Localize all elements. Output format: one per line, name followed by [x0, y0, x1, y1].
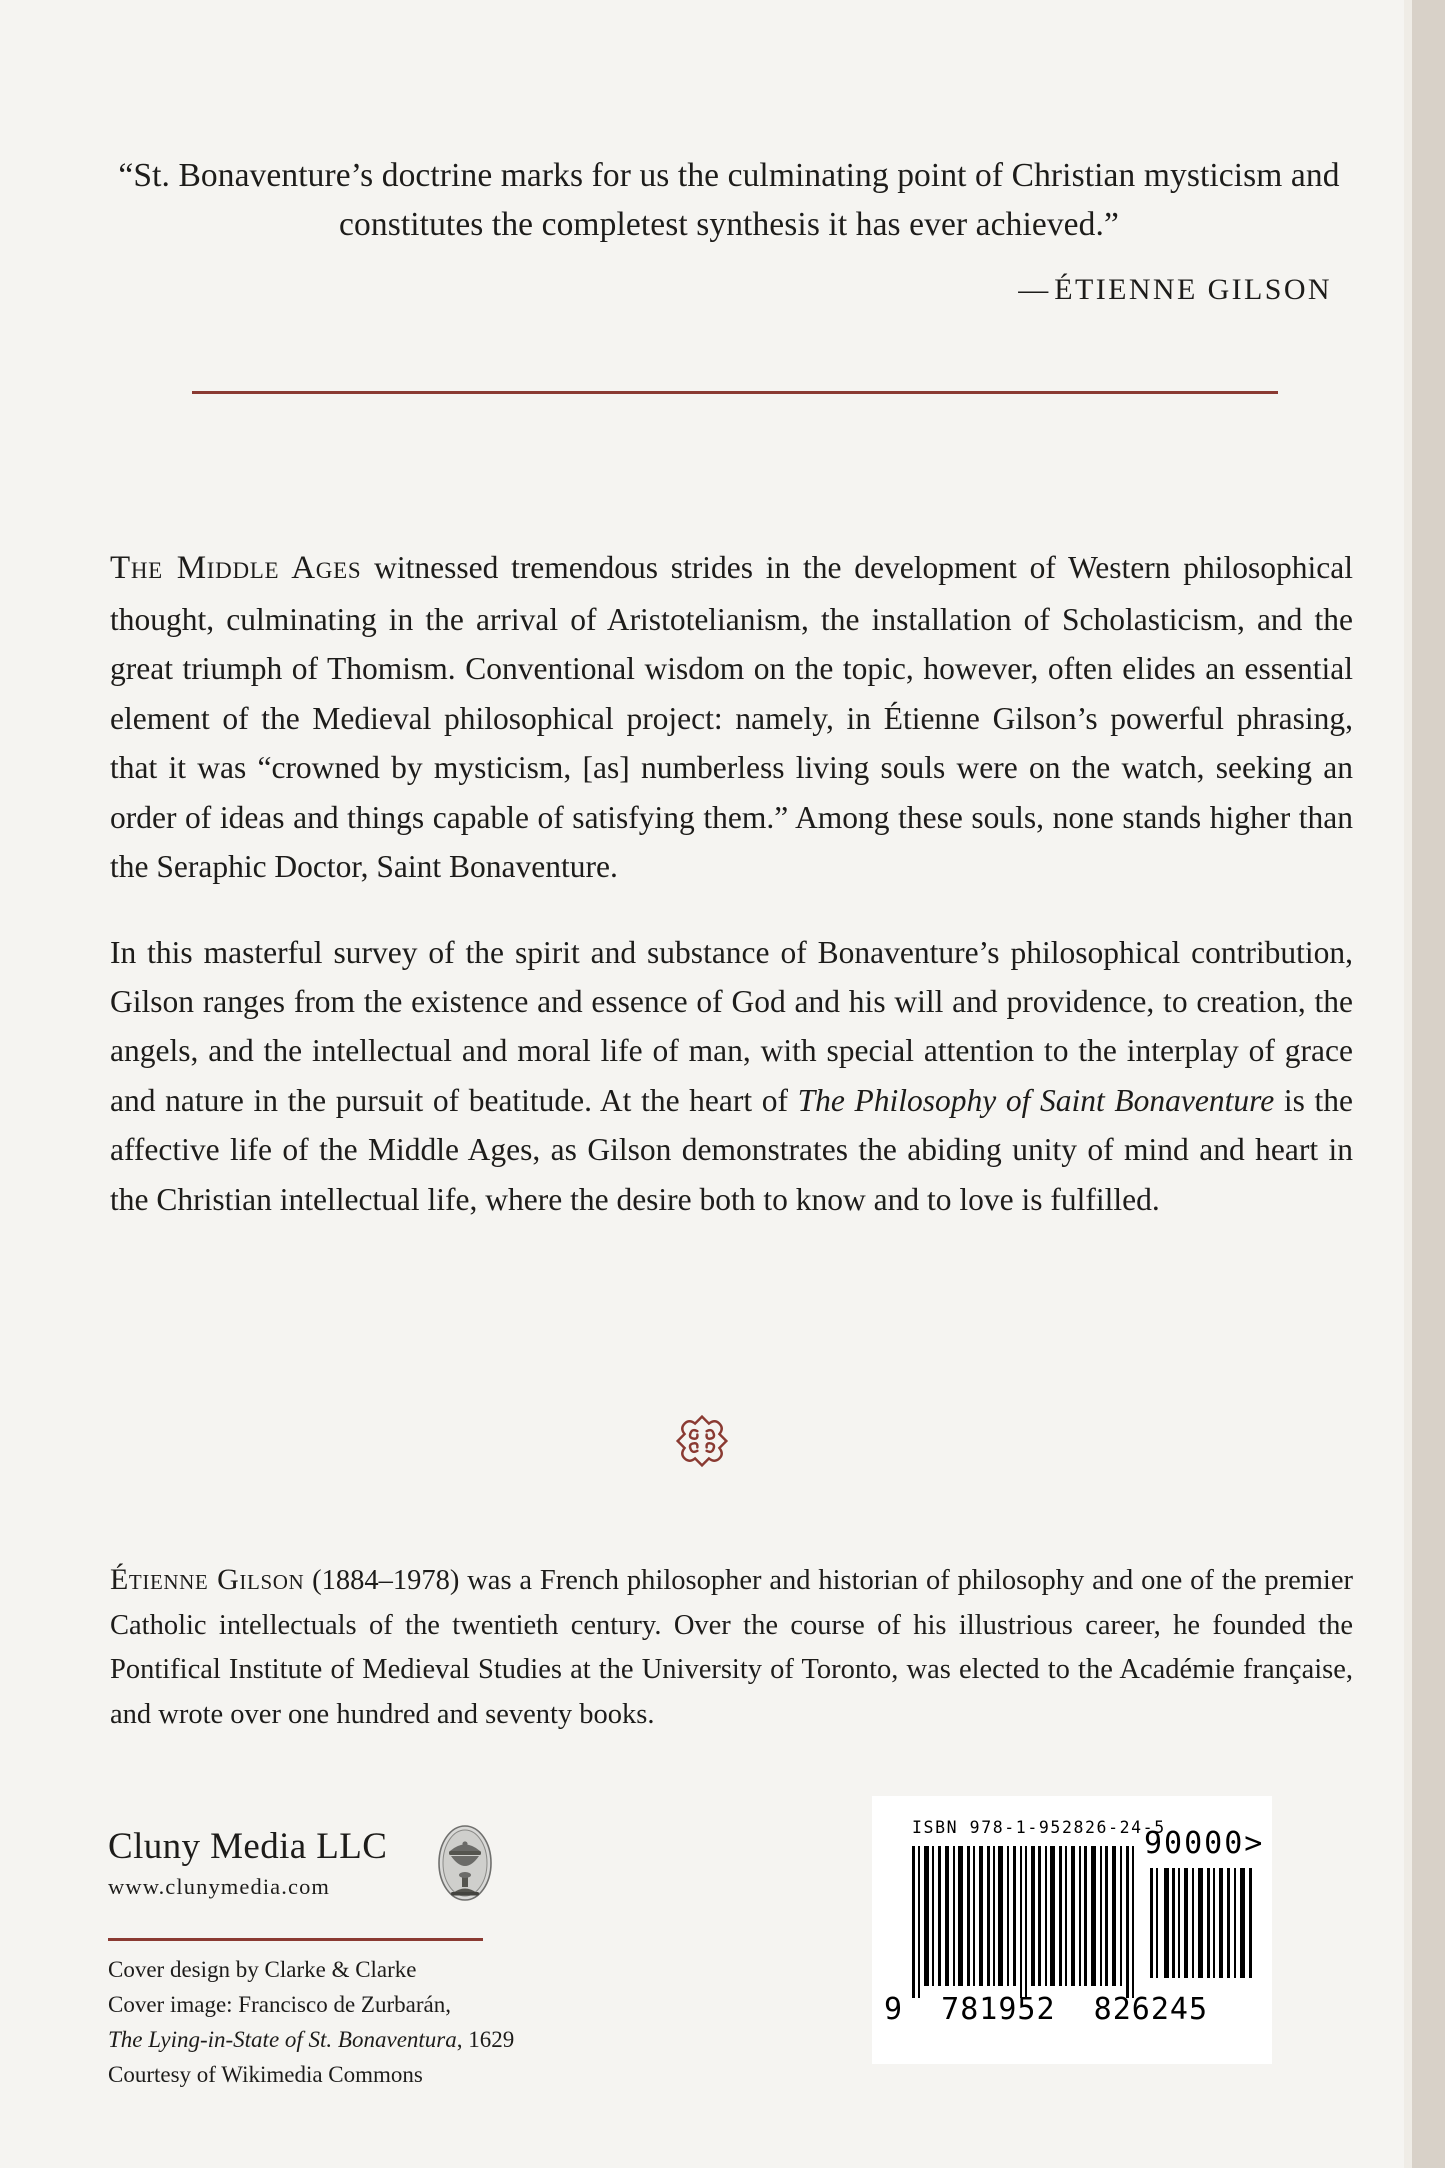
paragraph-1-lead-smallcaps: The Middle Ages [110, 550, 362, 586]
author-bio-block [110, 1557, 1353, 1737]
price-addon-digits: 90000> [1144, 1826, 1265, 1861]
ean5-addon-barcode-image [1148, 1868, 1256, 1978]
description-paragraph-1 [110, 543, 1353, 892]
author-bio-paragraph [110, 1557, 1353, 1737]
blurb-attribution [118, 273, 1340, 307]
publisher-row [108, 1823, 508, 1903]
accent-divider-rule [192, 391, 1278, 394]
credit-line-artwork [108, 2023, 608, 2058]
ornament-container [0, 1412, 1404, 1475]
credits-block [108, 1953, 608, 2093]
publisher-block [108, 1823, 508, 1903]
spine-bleed-strip [1412, 0, 1445, 2168]
isbn-text-label: ISBN 978-1-952826-24-5 [912, 1818, 1166, 1837]
publisher-url[interactable]: www.clunymedia.com [108, 1874, 331, 1900]
description-paragraph-2 [110, 928, 1353, 1225]
spine-gap-strip [1404, 0, 1412, 2168]
credits-divider-rule [108, 1938, 483, 1941]
credit-line-design: Cover design by Clarke & Clarke [108, 1957, 417, 1982]
chalice-ciborium-logo-icon [434, 1823, 496, 1903]
credit-line-courtesy: Courtesy of Wikimedia Commons [108, 2061, 423, 2087]
author-name-smallcaps: Étienne Gilson [110, 1563, 305, 1596]
blurb-quote-block [118, 152, 1340, 307]
credit-line-image: Cover image: Francisco de Zurbarán, [108, 1991, 451, 2017]
publisher-text-group [108, 1826, 387, 1900]
paragraph-2-part-b: is the affective life of the Middle Ages, as Gilson demonstrates the abiding unity of mind and heart in the Christian intellectual life, where the desire both to know and to love is fulfilled. [110, 1082, 1353, 1217]
isbn-barcode-panel [872, 1796, 1272, 2064]
paragraph-2-part-a: In this masterful survey of the spirit and substance of Bonaventure’s philosophical contribution, Gilson ranges from the existence and essence of God and his will and providence, to creation, the angels, and the intellectual and moral life of man, with special attention to the interplay of grace and nature in the pursuit of beatitude. At the heart of [110, 934, 1353, 1118]
publisher-name: Cluny Media LLC [108, 1825, 388, 1867]
attribution-dash: — [1018, 273, 1049, 307]
author-bio-text: (1884–1978) was a French philosopher and historian of philosophy and one of the premier Catholic intellectuals of the twentieth century. Over the course of his illustrious career, he founded the Pontifical Institute of Medieval Studies at the University of Toronto, was elected to the Académie française, and wrote over one hundred and seventy books. [110, 1565, 1353, 1730]
description-block [110, 543, 1353, 1224]
paragraph-1-body: witnessed tremendous strides in the development of Western philosophical thought, culminating in the arrival of Aristotelianism, the installation of Scholasticism, and the great triumph of Thomism. Conventional wisdom on the topic, however, often elides an essential element of the Medieval philosophical project: namely, in Étienne Gilson’s powerful phrasing, that it was “crowned by mysticism, [as] numberless living souls were on the watch, seeking an order of ideas and things capable of satisfying them.” Among these souls, none stands higher than the Seraphic Doctor, Saint Bonaventure. [110, 550, 1353, 885]
book-title-italic: The Philosophy of Saint Bonaventure [797, 1082, 1275, 1118]
artwork-title-italic: The Lying-in-State of St. Bonaventura [108, 2026, 457, 2052]
ean13-human-readable-digits: 9 781952 826245 [884, 1992, 1209, 2027]
quatrefoil-spiral-ornament-icon [673, 1412, 731, 1470]
ean13-barcode-image [910, 1846, 1140, 1998]
attribution-name: ÉTIENNE GILSON [1054, 273, 1332, 307]
blurb-quote-text: “St. Bonaventure’s doctrine marks for us the culminating point of Christian mysticism and constitutes the completest synthesis it has ever achieved.” [118, 157, 1340, 243]
artwork-year: , 1629 [456, 2026, 515, 2052]
